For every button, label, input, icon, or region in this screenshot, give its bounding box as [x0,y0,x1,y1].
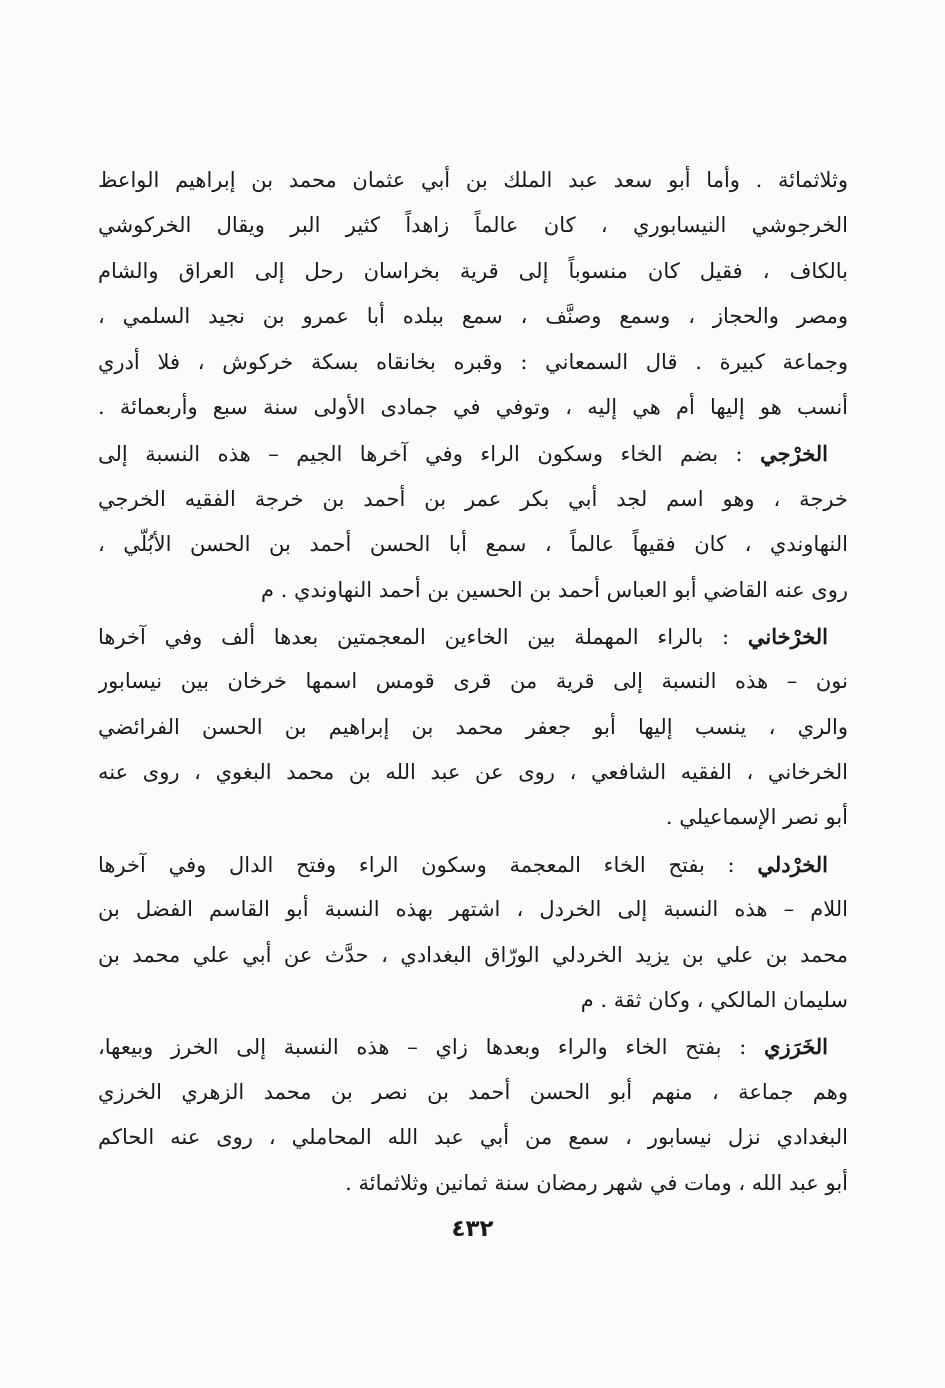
page-body [98,158,848,1206]
text-line: وجماعة كبيرة . قال السمعاني : وقبره بخانقاه بسكة خركوش ، فلا أدري [98,349,848,374]
text-line: سليمان المالكي ، وكان ثقة . م [580,988,848,1013]
entry-first-line [98,1024,848,1069]
text-line: البغدادي نزل نيسابور ، سمع من أبي عبد الله المحاملي ، روى عنه الحاكم [98,1125,848,1150]
entry-definition-start: : بضم الخاء وسكون الراء وفي آخرها الجيم – هذه النسبة إلى [98,442,761,467]
text-line: محمد بن علي بن يزيد الخردلي الورّاق البغدادي ، حدَّث عن أبي علي محمد بن [98,942,848,967]
text-line: الخرخاني ، الفقيه الشافعي ، روى عن عبد الله بن محمد البغوي ، روى عنه [98,760,848,785]
text-line: الخرجوشي النيسابوري ، كان عالماً زاهداً كثير البر ويقال الخركوشي [98,213,848,238]
text-line: والري ، ينسب إليها أبو جعفر محمد بن إبراهيم بن الحسن الفرائضي [98,714,848,739]
entry-definition-start: : بفتح الخاء والراء وبعدها زاي – هذه النسبة إلى الخرز وبيعها، [98,1035,765,1060]
entry-khardali [98,842,848,1024]
text-line: النهاوندي ، كان فقيهاً عالماً ، سمع أبا الحسن أحمد بن الحسن الأبُلّي ، [98,532,848,557]
entry-headword: الخرْخاني [747,623,828,649]
entry-headword: الخَرَزي [764,1034,828,1060]
entry-kharkhani [98,614,848,841]
text-line: أبو عبد الله ، ومات في شهر رمضان سنة ثمانين وثلاثمائة . [345,1170,848,1195]
entry-first-line [98,614,848,659]
text-line: روى عنه القاضي أبو العباس أحمد بن الحسين بن أحمد النهاوندي . م [260,577,848,602]
text-line: ومصر والحجاز ، وسمع وصنَّف ، سمع ببلده أبا عمرو بن نجيد السلمي ، [98,304,848,329]
text-line: خرجة ، وهو اسم لجد أبي بكر عمر بن أحمد بن خرجة الفقيه الخرجي [98,486,848,511]
entry-first-line [98,842,848,887]
text-line: أبو نصر الإسماعيلي . [665,805,848,830]
page-number: ٤٣٢ [451,1216,494,1242]
intro-paragraph [98,158,848,430]
text-line: وهم جماعة ، منهم أبو الحسن أحمد بن نصر بن محمد الزهري الخرزي [98,1079,848,1104]
text-line: بالكاف ، فقيل كان منسوباً إلى قرية بخراسان رحل إلى العراق والشام [98,258,848,283]
entry-headword: الخرْجي [760,441,828,467]
text-line: اللام – هذه النسبة إلى الخردل ، اشتهر بهذه النسبة أبو القاسم الفضل بن [98,897,848,922]
entry-definition-start: : بالراء المهملة بين الخاءين المعجمتين بعدها ألف وفي آخرها [98,624,748,649]
text-line: نون – هذه النسبة إلى قرية من قرى قومس اسمها خرخان بين نيسابور [98,669,848,694]
entry-kharazi [98,1024,848,1206]
entry-first-line [98,431,848,476]
entry-definition-start: : بفتح الخاء المعجمة وسكون الراء وفتح الدال وفي آخرها [98,852,758,877]
entry-headword: الخرْدلي [757,851,828,877]
text-line: أنسب هو إليها أم هي إليه ، وتوفي في جمادى الأولى سنة سبع وأربعمائة . [98,394,848,419]
text-line: وثلاثمائة . وأما أبو سعد عبد الملك بن أبي عثمان محمد بن إبراهيم الواعظ [98,168,848,192]
entry-kharji [98,431,848,613]
